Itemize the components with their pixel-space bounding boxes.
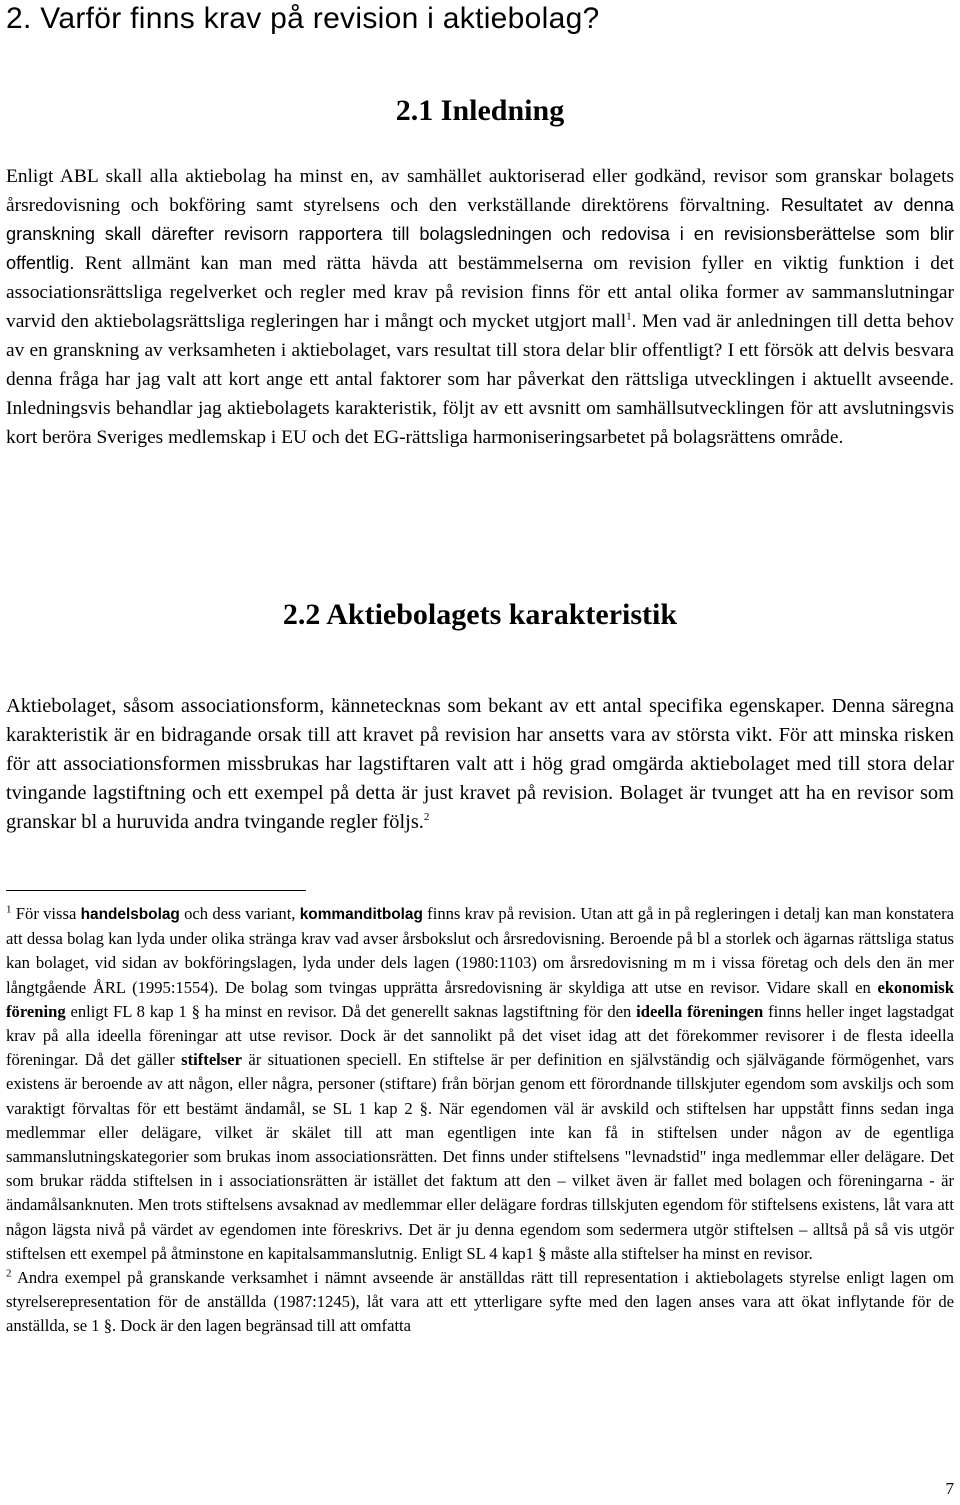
footnote-bold-term: kommanditbolag	[299, 906, 423, 923]
section-heading-inledning: 2.1 Inledning	[395, 94, 565, 127]
footnote-bold-term: ekonomisk förening	[6, 977, 954, 1021]
footnote-text: Utan att gå in på regleringen i detalj kan man konstatera att dessa bolag kan lyda under olika stränga krav vad avser årsbokslut och årsredovisning. Beroende på bl a storlek och ägarnas rättsliga status kan bolaget, vid sidan av bokföringslagen, lyda under dels lagen (1980:1103) om årsredovisning m m i vissa företag och dels den än mer långtgående ÅRL (1995:1554). De bolag som tvingas upprätta årsredovisning är skyldiga att utse en revisor. Vidare skall en	[6, 904, 954, 997]
paragraph-inledning	[6, 162, 954, 452]
paragraph-run: Resultatet av denna granskning skall därefter revisorn rapportera till bolagsledningen och redovisa i en revisionsberättelse som blir offentlig.	[6, 195, 954, 273]
footnote-bold-term: ideella föreningen	[636, 1001, 764, 1021]
paragraph-karakteristik	[6, 692, 954, 837]
footnote-text: För vissa	[15, 904, 81, 923]
footnote-bold-term: stiftelser	[181, 1050, 242, 1070]
footnote-text: finns krav på revision.	[422, 904, 576, 923]
footnote-text: är situationen speciell. En stiftelse är per definition en självständig och självägande förmögenhet, vars existens är beroende av att någon, eller några, personer (stiftare) från början genom ett förordnande tillskjuter egendom som avskiljs och som varaktigt förvaltas för ett bestämt ändamål, se SL 1 kap 2 §. När egendomen väl är avskild och stiftelsen har uppstått finns sedan inga medlemmar eller delägare, vilket är skälet till att man egentligen inte kan få in stiftelsen under någon av de egentliga sammanslutningskategorier som brukas inom associationsrätten. Det finns under stiftelsens "levnadstid" inga medlemmar eller delägare. Det som brukar rädda stiftelsen in i associationsrätten är istället det faktum att den – vilket även är fallet med bolagen och föreningarna - är ändamålsanknuten. Men trots stiftelsens avsaknad av medlemmar eller delägare fordras tillskjuten egendom för stiftelsens existens, låt vara att någon lägsta nivå på värdet av egendomen inte föreskrivs. Det är ju denna egendom som sedermera utgör stiftelsen – alltså på så vis utgör stiftelsen ett exempel på åtminstone en kapitalsammanslutnig. Enligt SL 4 kap1 § måste alla stiftelser ha minst en revisor.	[6, 1050, 954, 1263]
footnote-text: finns heller inget lagstadgat krav på alla ideella föreningar att utse revisor. Dock är det sannolikt på det viset idag att det förekommer revisorer i de flesta ideella föreningar. Då det gäller	[6, 1001, 954, 1070]
page-number: 7	[945, 1479, 954, 1498]
paragraph-run: Aktiebolaget, såsom associationsform, kännetecknas som bekant av ett antal specifika egenskaper.	[6, 695, 825, 717]
section-heading-karakteristik: 2.2 Aktiebolagets karakteristik	[282, 598, 678, 631]
footnote-ref-2: 2	[423, 811, 430, 824]
footnote-number: 2	[6, 1267, 12, 1280]
footnotes	[6, 902, 954, 1339]
footnote-separator	[6, 890, 306, 891]
paragraph-run: Denna säregna karakteristik är en bidragande orsak till att kravet på revision har ansetts vara av största vikt. För att minska risken för att associationsformen missbrukas har lagstiftaren valt att i hög grad omgärda aktiebolaget med till stora delar tvingande lagstiftning och ett exempel på detta är just kravet på revision. Bolaget är tvunget att ha en revisor som granskar bl a huruvida andra tvingande regler följs.	[6, 695, 954, 833]
paragraph-run: .	[631, 311, 637, 332]
footnote-text: enligt FL 8 kap 1 § ha minst en revisor. Då det generellt saknas lagstiftning för den	[65, 1001, 637, 1021]
paragraph-run: Rent allmänt kan man med rätta hävda att bestämmelserna om revision fyller en viktig funktion i det associationsrättsliga regelverket och regler med krav på revision finns för ett antal olika former av sammanslutningar varvid den aktiebolagsrättsliga regleringen har i mångt och mycket utgjort mall	[6, 253, 954, 332]
footnote-number: 1	[6, 903, 12, 916]
footnote-text: Andra exempel på granskande verksamhet i nämnt avseende är anställdas rätt till representation i aktiebolagets styrelse enligt lagen om styrelserepresentation för de anställda (1987:1245), låt vara att ett ytterligare syfte med den lagen anses vara att ökat inflytande för de anställda, se 1 §. Dock är den lagen begränsad till att omfatta	[6, 1268, 954, 1336]
footnote-ref-1: 1	[626, 310, 632, 323]
paragraph-run: Men vad är anledningen till detta behov av en granskning av verksamheten i aktiebolaget, vars resultat till stora delar blir offentligt? I ett försök att delvis besvara denna fråga har jag valt att kort ange ett antal faktorer som har påverkat den rättsliga utvecklingen i aktuellt avseende. Inledningsvis behandlar jag aktiebolagets karakteristik, följt av ett avsnitt om samhällsutvecklingen för att avslutningsvis kort beröra Sveriges medlemskap i EU och det EG-rättsliga harmoniseringsarbetet på bolagsrättens område.	[6, 311, 954, 448]
chapter-title: 2. Varför finns krav på revision i aktiebolag?	[6, 2, 600, 35]
paragraph-run: Enligt ABL skall alla aktiebolag ha minst en, av samhället auktoriserad eller godkänd, revisor som granskar bolagets årsredovisning och bokföring samt styrelsens och den verkställande direktörens förvaltning.	[6, 166, 954, 216]
footnote-1	[6, 902, 954, 1266]
footnote-2	[6, 1266, 954, 1339]
footnote-bold-term: handelsbolag	[80, 906, 180, 923]
footnote-text: och dess variant,	[179, 904, 300, 923]
